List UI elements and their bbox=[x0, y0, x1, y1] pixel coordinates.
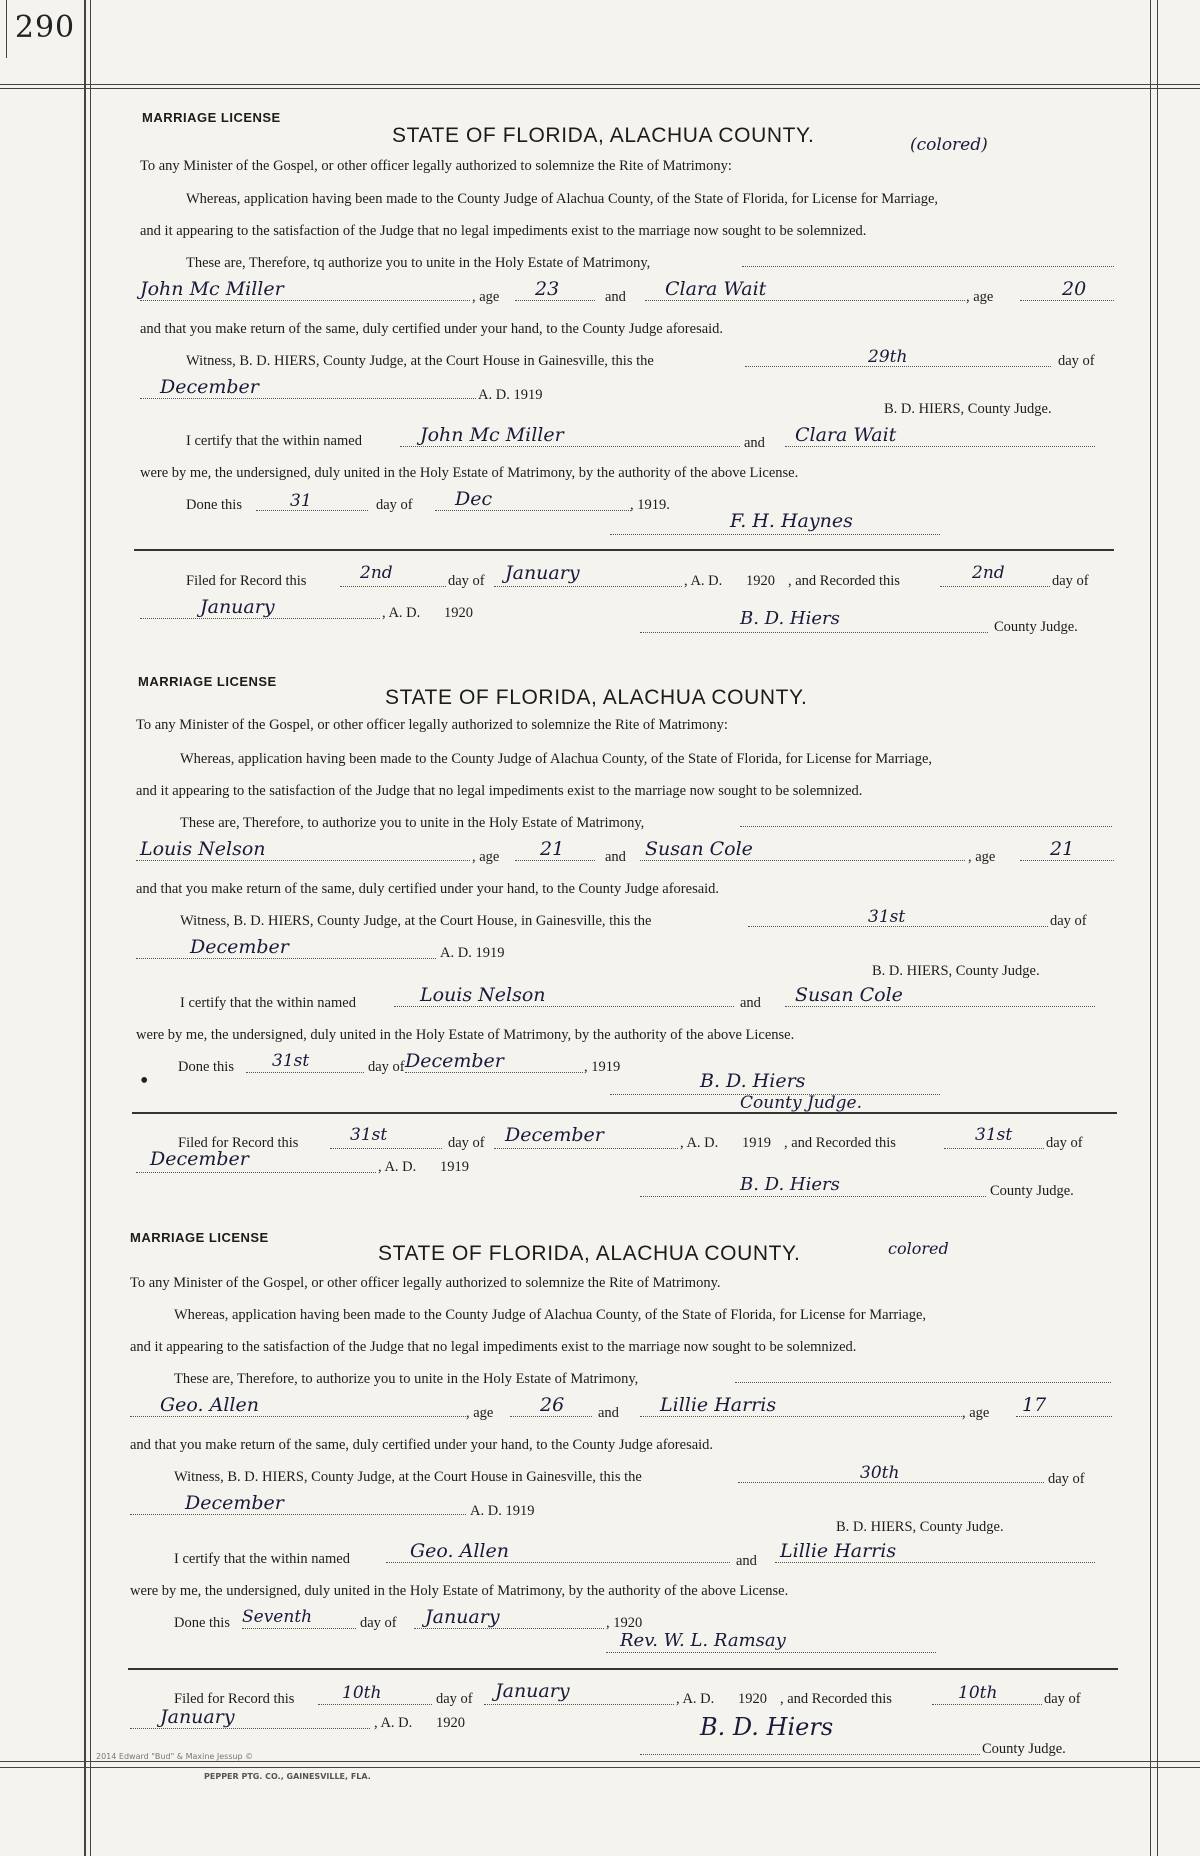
license-1-state-title: STATE OF FLORIDA, ALACHUA COUNTY. bbox=[392, 124, 815, 147]
license-2-witness-month-line bbox=[136, 958, 436, 959]
license-3-these-are: These are, Therefore, to authorize you to unite in the Holy Estate of Matrimony, bbox=[174, 1371, 639, 1387]
license-3-recorded-day: 10th bbox=[958, 1683, 998, 1703]
ledger-rule-left-inner bbox=[90, 0, 91, 1856]
license-2-whereas: Whereas, application having been made to the County Judge of Alachua County, of the State of Florida, for License for Marriage, bbox=[180, 751, 933, 767]
license-2-judge: B. D. HIERS, County Judge. bbox=[872, 963, 1040, 979]
license-2-filed-day: 31st bbox=[350, 1125, 388, 1145]
license-3-done-month: January bbox=[425, 1606, 500, 1628]
license-1-recorded-ad: , A. D. bbox=[382, 605, 421, 621]
license-1-colored-note: (colored) bbox=[910, 135, 988, 155]
license-1-recorded: , and Recorded this bbox=[788, 573, 900, 589]
license-3-recorded: , and Recorded this bbox=[780, 1691, 892, 1707]
license-2-and-label: and bbox=[605, 849, 626, 865]
license-1-filed-day-of: day of bbox=[448, 573, 485, 589]
license-2-judge-signature: B. D. Hiers bbox=[740, 1174, 840, 1195]
license-3-officiant-line bbox=[606, 1652, 936, 1653]
license-2-certify: I certify that the within named bbox=[180, 995, 356, 1011]
license-2-officiant-title: County Judge. bbox=[740, 1093, 862, 1113]
license-2-filed-month-line bbox=[494, 1148, 678, 1149]
license-2-filed-year: 1919 bbox=[742, 1135, 771, 1151]
license-1-done-day-of: day of bbox=[376, 497, 413, 513]
license-1-to-any: To any Minister of the Gospel, or other officer legally authorized to solemnize the Rite of Matrimony: bbox=[140, 158, 732, 174]
license-2-filed-month: December bbox=[505, 1124, 604, 1146]
license-3-officiant-signature: Rev. W. L. Ramsay bbox=[620, 1630, 786, 1651]
license-1-certify-bride: Clara Wait bbox=[795, 424, 897, 446]
license-2-done-month-line bbox=[405, 1072, 583, 1073]
footer-watermark: 2014 Edward "Bud" & Maxine Jessup © bbox=[96, 1752, 254, 1761]
license-3-done-year: , 1920 bbox=[606, 1615, 643, 1631]
license-3-recorded-day-of: day of bbox=[1044, 1691, 1081, 1707]
license-3-groom-line bbox=[130, 1416, 466, 1417]
license-1-certify-and: and bbox=[744, 435, 765, 451]
license-3-age-label: , age bbox=[466, 1405, 494, 1421]
license-2-recorded-day: 31st bbox=[975, 1125, 1013, 1145]
license-1-bride: Clara Wait bbox=[665, 278, 767, 300]
license-3-done-day-line bbox=[242, 1628, 356, 1629]
ledger-rule-right-inner bbox=[1157, 0, 1158, 1856]
license-2-were-by-me: were by me, the undersigned, duly united in the Holy Estate of Matrimony, by the authority of the above License. bbox=[136, 1027, 795, 1043]
license-2-header: MARRIAGE LICENSE bbox=[138, 674, 277, 689]
license-3-state-title: STATE OF FLORIDA, ALACHUA COUNTY. bbox=[378, 1242, 801, 1265]
license-3-judge-signature: B. D. Hiers bbox=[700, 1713, 834, 1741]
license-1-were-by-me: were by me, the undersigned, duly united in the Holy Estate of Matrimony, by the authority of the above License. bbox=[140, 465, 799, 481]
license-3-filed: Filed for Record this bbox=[174, 1691, 295, 1707]
license-2-filed-day-of: day of bbox=[448, 1135, 485, 1151]
license-1-filed-year: 1920 bbox=[746, 573, 775, 589]
license-2-certify-groom-line bbox=[394, 1006, 734, 1007]
license-3-done-day: Seventh bbox=[242, 1607, 313, 1627]
ledger-rule-left bbox=[84, 0, 86, 1856]
license-1-filed-day: 2nd bbox=[360, 563, 393, 583]
license-1-officiant-signature: F. H. Haynes bbox=[730, 510, 853, 532]
license-3-day-of: day of bbox=[1048, 1471, 1085, 1487]
license-3-filed-ad: , A. D. bbox=[676, 1691, 715, 1707]
license-2-blank bbox=[740, 826, 1112, 827]
license-1-and-that: and that you make return of the same, duly certified under your hand, to the County Judge aforesaid. bbox=[140, 321, 724, 337]
license-1-done-year: , 1919. bbox=[630, 497, 670, 513]
license-1-officiant-line bbox=[610, 534, 940, 535]
license-1-recorded-month: January bbox=[200, 596, 275, 618]
license-1-county-judge: County Judge. bbox=[994, 619, 1078, 635]
license-3-recorded-ad: , A. D. bbox=[374, 1715, 413, 1731]
license-1-judge-signature: B. D. Hiers bbox=[740, 608, 840, 629]
license-1-recorded-day-of: day of bbox=[1052, 573, 1089, 589]
license-3-certify-groom: Geo. Allen bbox=[410, 1540, 509, 1562]
license-3-filed-day-of: day of bbox=[436, 1691, 473, 1707]
license-2-bride-line bbox=[640, 860, 965, 861]
license-3-bride: Lillie Harris bbox=[660, 1394, 777, 1416]
license-1-whereas: Whereas, application having been made to the County Judge of Alachua County, of the State of Florida, for License for Marriage, bbox=[186, 191, 939, 207]
license-3-filed-day-line bbox=[318, 1704, 432, 1705]
license-1-bride-line bbox=[645, 300, 965, 301]
license-1-bride-age: 20 bbox=[1062, 278, 1087, 300]
license-1-blank bbox=[742, 266, 1114, 267]
license-2-filed-day-line bbox=[330, 1148, 442, 1149]
license-3-done-this: Done this bbox=[174, 1615, 230, 1631]
ledger-rule-bottom-inner bbox=[0, 1767, 1200, 1768]
license-1-done-month-line bbox=[435, 510, 631, 511]
license-3-groom: Geo. Allen bbox=[160, 1394, 259, 1416]
license-1-judge-line bbox=[640, 632, 988, 633]
license-1-filed: Filed for Record this bbox=[186, 573, 307, 589]
license-3-recorded-month: January bbox=[160, 1706, 235, 1728]
license-3-certify-and: and bbox=[736, 1553, 757, 1569]
license-1-these-are: These are, Therefore, tq authorize you to unite in the Holy Estate of Matrimony, bbox=[186, 255, 651, 271]
license-1-age-label-2: , age bbox=[966, 289, 994, 305]
license-1-age-label: , age bbox=[472, 289, 500, 305]
license-2-recorded-day-of: day of bbox=[1046, 1135, 1083, 1151]
license-3-whereas: Whereas, application having been made to the County Judge of Alachua County, of the State of Florida, for License for Marriage, bbox=[174, 1307, 927, 1323]
license-2-certify-bride-line bbox=[785, 1006, 1095, 1007]
license-2-officiant-signature: B. D. Hiers bbox=[700, 1070, 806, 1092]
license-1-recorded-day: 2nd bbox=[972, 563, 1005, 583]
license-2-bride: Susan Cole bbox=[645, 838, 753, 860]
license-1-groom: John Mc Miller bbox=[140, 278, 284, 300]
license-2-groom-age: 21 bbox=[540, 838, 565, 860]
license-2-bride-age-line bbox=[1020, 860, 1114, 861]
license-3-divider bbox=[128, 1668, 1118, 1670]
license-2-groom-line bbox=[136, 860, 470, 861]
license-3-filed-year: 1920 bbox=[738, 1691, 767, 1707]
license-1-witness: Witness, B. D. HIERS, County Judge, at the Court House in Gainesville, this the bbox=[186, 353, 654, 369]
ledger-rule-bottom bbox=[0, 1761, 1200, 1762]
license-3-blank bbox=[735, 1382, 1111, 1383]
license-2-age-label-2: , age bbox=[968, 849, 996, 865]
license-3-witness-month: December bbox=[185, 1492, 284, 1514]
license-3-bride-age-line bbox=[1016, 1416, 1112, 1417]
license-3-bride-line bbox=[640, 1416, 962, 1417]
license-1-done-month: Dec bbox=[455, 488, 493, 510]
license-1-recorded-year: 1920 bbox=[444, 605, 473, 621]
license-1-filed-month-line bbox=[494, 586, 682, 587]
license-2-done-day-of: day of bbox=[368, 1059, 405, 1075]
license-3-and-it: and it appearing to the satisfaction of the Judge that no legal impediments exist to the marriage now sought to be solemnized. bbox=[130, 1339, 857, 1355]
license-2-filed: Filed for Record this bbox=[178, 1135, 299, 1151]
license-2-these-are: These are, Therefore, to authorize you to unite in the Holy Estate of Matrimony, bbox=[180, 815, 645, 831]
license-2-bride-age: 21 bbox=[1050, 838, 1075, 860]
license-2-done-month: December bbox=[405, 1050, 504, 1072]
license-1-divider bbox=[134, 549, 1114, 551]
license-1-and-it: and it appearing to the satisfaction of the Judge that no legal impediments exist to the marriage now sought to be solemnized. bbox=[140, 223, 867, 239]
license-3-witness-month-line bbox=[130, 1514, 466, 1515]
license-3-certify: I certify that the within named bbox=[174, 1551, 350, 1567]
license-1-and-label: and bbox=[605, 289, 626, 305]
license-3-certify-bride-line bbox=[775, 1562, 1095, 1563]
license-1-ad: A. D. 1919 bbox=[478, 387, 543, 403]
license-1-groom-line bbox=[140, 300, 470, 301]
license-3-certify-bride: Lillie Harris bbox=[780, 1540, 897, 1562]
license-2-recorded-ad: , A. D. bbox=[378, 1159, 417, 1175]
license-3-age-label-2: , age bbox=[962, 1405, 990, 1421]
license-1-bride-age-line bbox=[1020, 300, 1114, 301]
license-3-county-judge: County Judge. bbox=[982, 1741, 1066, 1757]
license-3-judge-line bbox=[640, 1754, 980, 1755]
license-3-judge: B. D. HIERS, County Judge. bbox=[836, 1519, 1004, 1535]
license-3-were-by-me: were by me, the undersigned, duly united in the Holy Estate of Matrimony, by the authority of the above License. bbox=[130, 1583, 789, 1599]
license-2-done-this: Done this bbox=[178, 1059, 234, 1075]
license-2-witness-day: 31st bbox=[868, 907, 906, 927]
license-2-recorded-day-line bbox=[944, 1148, 1044, 1149]
license-2-officiant-line bbox=[610, 1094, 940, 1095]
license-3-bride-age: 17 bbox=[1022, 1394, 1047, 1416]
license-3-recorded-year: 1920 bbox=[436, 1715, 465, 1731]
license-3-witness-day: 30th bbox=[860, 1463, 900, 1483]
license-1-certify-groom: John Mc Miller bbox=[420, 424, 564, 446]
license-2-witness: Witness, B. D. HIERS, County Judge, at the Court House, in Gainesville, this the bbox=[180, 913, 652, 929]
license-1-groom-age: 23 bbox=[535, 278, 560, 300]
license-2-done-day-line bbox=[246, 1072, 364, 1073]
license-2-certify-bride: Susan Cole bbox=[795, 984, 903, 1006]
license-1-witness-month-line bbox=[140, 398, 476, 399]
margin-mark: • bbox=[140, 1068, 149, 1094]
license-1-witness-month: December bbox=[160, 376, 259, 398]
license-2-day-of: day of bbox=[1050, 913, 1087, 929]
license-2-certify-and: and bbox=[740, 995, 761, 1011]
license-1-witness-day: 29th bbox=[868, 347, 908, 367]
license-1-day-of: day of bbox=[1058, 353, 1095, 369]
license-3-header: MARRIAGE LICENSE bbox=[130, 1230, 269, 1245]
ledger-rule-top-inner bbox=[0, 88, 1200, 89]
license-1-certify-groom-line bbox=[400, 446, 740, 447]
license-2-filed-ad: , A. D. bbox=[680, 1135, 719, 1151]
license-2-recorded-month-line bbox=[136, 1172, 376, 1173]
license-3-recorded-day-line bbox=[932, 1704, 1042, 1705]
license-2-divider bbox=[132, 1112, 1117, 1114]
license-3-groom-age: 26 bbox=[540, 1394, 565, 1416]
license-2-recorded-month: December bbox=[150, 1148, 249, 1170]
license-3-groom-age-line bbox=[510, 1416, 592, 1417]
ledger-rule-right bbox=[1150, 0, 1151, 1856]
license-1-recorded-month-line bbox=[140, 618, 380, 619]
license-3-and-label: and bbox=[598, 1405, 619, 1421]
license-3-filed-day: 10th bbox=[342, 1683, 382, 1703]
page-number: 290 bbox=[14, 10, 76, 45]
license-2-groom-age-line bbox=[515, 860, 595, 861]
license-2-done-year: , 1919 bbox=[584, 1059, 621, 1075]
license-1-filed-ad: , A. D. bbox=[684, 573, 723, 589]
license-3-witness: Witness, B. D. HIERS, County Judge, at the Court House in Gainesville, this the bbox=[174, 1469, 642, 1485]
license-3-certify-groom-line bbox=[386, 1562, 730, 1563]
license-1-certify-bride-line bbox=[785, 446, 1095, 447]
license-2-recorded-year: 1919 bbox=[440, 1159, 469, 1175]
license-1-header: MARRIAGE LICENSE bbox=[142, 110, 281, 125]
license-2-groom: Louis Nelson bbox=[140, 838, 266, 860]
license-2-recorded: , and Recorded this bbox=[784, 1135, 896, 1151]
license-3-to-any: To any Minister of the Gospel, or other officer legally authorized to solemnize the Rite of Matrimony. bbox=[130, 1275, 721, 1291]
license-3-and-that: and that you make return of the same, duly certified under your hand, to the County Judge aforesaid. bbox=[130, 1437, 714, 1453]
license-2-and-it: and it appearing to the satisfaction of the Judge that no legal impediments exist to the marriage now sought to be solemnized. bbox=[136, 783, 863, 799]
license-3-done-day-of: day of bbox=[360, 1615, 397, 1631]
license-2-judge-line bbox=[640, 1196, 986, 1197]
license-2-done-day: 31st bbox=[272, 1051, 310, 1071]
license-1-judge: B. D. HIERS, County Judge. bbox=[884, 401, 1052, 417]
license-2-age-label: , age bbox=[472, 849, 500, 865]
license-2-witness-month: December bbox=[190, 936, 289, 958]
license-1-done-day: 31 bbox=[290, 491, 312, 511]
footer-printer: PEPPER PTG. CO., GAINESVILLE, FLA. bbox=[204, 1772, 371, 1781]
license-2-to-any: To any Minister of the Gospel, or other officer legally authorized to solemnize the Rite of Matrimony: bbox=[136, 717, 728, 733]
license-1-groom-age-line bbox=[515, 300, 595, 301]
license-2-ad: A. D. 1919 bbox=[440, 945, 505, 961]
license-1-certify: I certify that the within named bbox=[186, 433, 362, 449]
license-2-state-title: STATE OF FLORIDA, ALACHUA COUNTY. bbox=[385, 686, 808, 709]
license-1-done-this: Done this bbox=[186, 497, 242, 513]
license-2-certify-groom: Louis Nelson bbox=[420, 984, 546, 1006]
license-1-filed-day-line bbox=[340, 586, 446, 587]
license-3-done-month-line bbox=[414, 1628, 604, 1629]
license-3-ad: A. D. 1919 bbox=[470, 1503, 535, 1519]
license-1-done-day-line bbox=[256, 510, 368, 511]
license-1-recorded-day-line bbox=[940, 586, 1050, 587]
license-3-filed-month: January bbox=[495, 1680, 570, 1702]
license-3-recorded-month-line bbox=[130, 1728, 370, 1729]
license-1-filed-month: January bbox=[505, 562, 580, 584]
license-2-county-judge: County Judge. bbox=[990, 1183, 1074, 1199]
license-3-colored-note: colored bbox=[888, 1239, 949, 1258]
license-3-filed-month-line bbox=[484, 1704, 674, 1705]
ledger-rule-top bbox=[0, 84, 1200, 85]
license-2-and-that: and that you make return of the same, duly certified under your hand, to the County Judge aforesaid. bbox=[136, 881, 720, 897]
